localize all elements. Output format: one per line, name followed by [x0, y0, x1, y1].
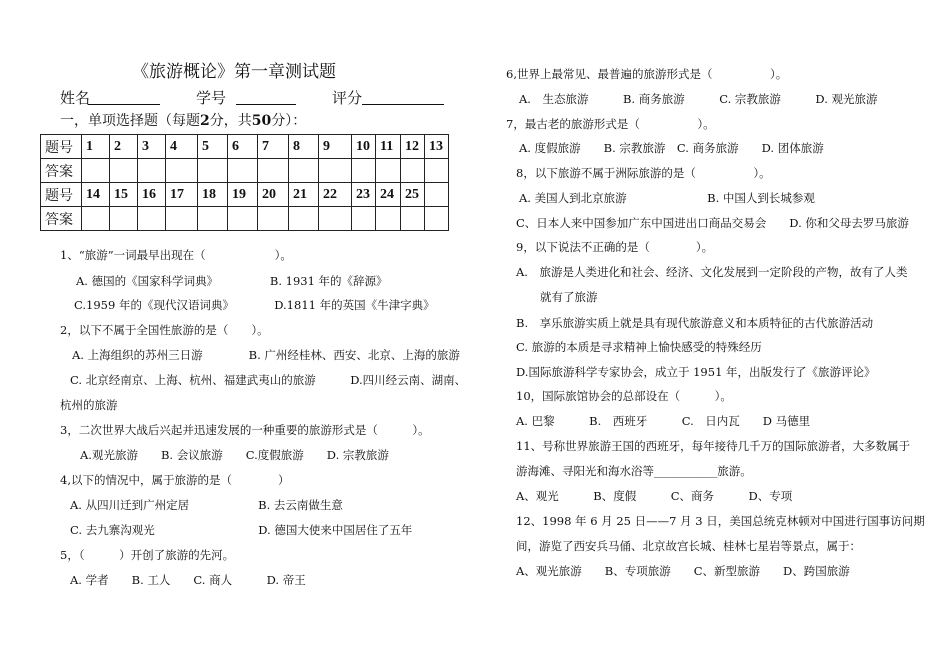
option-line: D.国际旅游科学专家协会，成立于 1951 年，出版发行了《旅游评论》 [516, 365, 876, 379]
question-number-cell: 18 [198, 183, 228, 207]
answer-cell[interactable] [401, 207, 425, 231]
option-line: 就有了旅游 [540, 290, 598, 304]
answer-cell[interactable] [258, 207, 289, 231]
option-line: C、日本人来中国参加广东中国进出口商品交易会 D. 你和父母去罗马旅游 [516, 216, 909, 230]
question-number-cell: 19 [228, 183, 258, 207]
answer-cell[interactable] [319, 159, 352, 183]
option-line: A、观光旅游 B、专项旅游 C、新型旅游 D、跨国旅游 [516, 564, 850, 578]
answer-cell[interactable] [138, 207, 166, 231]
option-line: C. 去九寨沟观光 D. 德国大使来中国居住了五年 [70, 523, 413, 537]
answer-cell[interactable] [198, 207, 228, 231]
answer-cell[interactable] [82, 159, 110, 183]
option-line: A.观光旅游 B. 会议旅游 C.度假旅游 D. 宗教旅游 [80, 448, 389, 462]
section-heading: 一，单项选择题（每题2分，共50分）： [60, 113, 307, 129]
option-line: A. 学者 B. 工人 C. 商人 D. 帝王 [70, 573, 306, 587]
option-line: A. 从四川迁到广州定居 B. 去云南做生意 [70, 498, 343, 512]
question-line: 4,以下的情况中，属于旅游的是（ ） [60, 473, 290, 487]
question-line: 7，最古老的旅游形式是（ ）。 [506, 117, 715, 131]
answer-cell[interactable] [376, 159, 401, 183]
student-id-label: 学号 [196, 89, 227, 107]
option-line: A. 美国人到北京旅游 B. 中国人到长城参观 [519, 191, 815, 205]
row-label-question-number: 题号 [41, 183, 82, 207]
answer-cell[interactable] [425, 207, 449, 231]
question-line: 游海滩、寻阳光和海水浴等___________旅游。 [516, 464, 752, 478]
question-number-cell: 16 [138, 183, 166, 207]
student-id-blank-line [236, 104, 296, 105]
question-number-cell: 6 [228, 135, 258, 159]
question-number-cell: 7 [258, 135, 289, 159]
option-line: A. 度假旅游 B. 宗教旅游 C. 商务旅游 D. 团体旅游 [519, 141, 824, 155]
question-number-row-2 [41, 183, 449, 207]
question-number-cell: 9 [319, 135, 352, 159]
answer-cell[interactable] [138, 159, 166, 183]
question-number-cell: 3 [138, 135, 166, 159]
answer-cell[interactable] [352, 159, 376, 183]
option-line: A. 旅游是人类进化和社会、经济、文化发展到一定阶段的产物，故有了人类 [516, 265, 908, 279]
question-line: 5，（ ）开创了旅游的先河。 [60, 548, 235, 562]
answer-cell[interactable] [319, 207, 352, 231]
question-line: 6,世界上最常见、最普遍的旅游形式是（ ）。 [506, 67, 788, 81]
question-number-cell: 4 [166, 135, 198, 159]
option-line: A. 巴黎 B. 西班牙 C. 日内瓦 D 马德里 [516, 414, 811, 428]
answer-cell[interactable] [110, 207, 138, 231]
answer-cell[interactable] [401, 159, 425, 183]
answer-cell[interactable] [425, 159, 449, 183]
question-number-cell: 23 [352, 183, 376, 207]
answer-cell[interactable] [198, 159, 228, 183]
question-number-cell: 12 [401, 135, 425, 159]
question-number-cell: 20 [258, 183, 289, 207]
question-number-cell: 25 [401, 183, 425, 207]
page-title: 《旅游概论》第一章测试题 [132, 62, 336, 82]
question-number-cell: 15 [110, 183, 138, 207]
option-line: 杭州的旅游 [60, 398, 118, 412]
option-line: A、观光 B、度假 C、商务 D、专项 [516, 489, 793, 503]
question-line: 间，游览了西安兵马俑、北京故宫长城、桂林七星岩等景点，属于： [516, 539, 861, 553]
row-label-answer: 答案 [41, 207, 82, 231]
answer-cell[interactable] [110, 159, 138, 183]
question-number-cell: 5 [198, 135, 228, 159]
option-line: A. 德国的《国家科学词典》 B. 1931 年的《辞源》 [76, 274, 388, 288]
question-number-cell: 14 [82, 183, 110, 207]
question-number-cell: 8 [289, 135, 319, 159]
option-line: A. 上海组织的苏州三日游 B. 广州经桂林、西安、北京、上海的旅游 [72, 348, 460, 362]
row-label-question-number: 题号 [41, 135, 82, 159]
answer-cell[interactable] [289, 159, 319, 183]
question-number-cell: 13 [425, 135, 449, 159]
question-number-cell [425, 183, 449, 207]
question-number-cell: 17 [166, 183, 198, 207]
question-number-cell: 1 [82, 135, 110, 159]
question-number-cell: 2 [110, 135, 138, 159]
option-line: C. 北京经南京、上海、杭州、福建武夷山的旅游 D.四川经云南、湖南、 [70, 373, 467, 387]
answer-cell[interactable] [166, 159, 198, 183]
question-line: 11、号称世界旅游王国的西班牙，每年接待几千万的国际旅游者，大多数属于 [516, 439, 911, 453]
question-line: 1、“旅游”一词最早出现在（ ）。 [60, 248, 292, 262]
score-blank-line [362, 104, 444, 105]
answer-cell[interactable] [376, 207, 401, 231]
answer-cell[interactable] [258, 159, 289, 183]
question-number-cell: 22 [319, 183, 352, 207]
score-label: 评分 [332, 89, 363, 107]
question-line: 12、1998 年 6 月 25 日——7 月 3 日，美国总统克林顿对中国进行国事访问期 [516, 514, 925, 528]
answer-cell[interactable] [289, 207, 319, 231]
answer-cell[interactable] [82, 207, 110, 231]
option-line: C.1959 年的《现代汉语词典》 D.1811 年的英国《牛津字典》 [74, 298, 435, 312]
option-line: C. 旅游的本质是寻求精神上愉快感受的特殊经历 [516, 340, 762, 354]
option-line: B. 享乐旅游实质上就是具有现代旅游意义和本质特征的古代旅游活动 [516, 316, 874, 330]
answer-row-2 [41, 207, 449, 231]
question-line: 8，以下旅游不属于洲际旅游的是（ ）。 [516, 166, 771, 180]
name-label: 姓名 [60, 89, 91, 107]
question-number-cell: 11 [376, 135, 401, 159]
question-line: 2，以下不属于全国性旅游的是（ ）。 [60, 323, 269, 337]
question-number-row-1 [41, 135, 449, 159]
answer-row-1 [41, 159, 449, 183]
question-line: 10，国际旅馆协会的总部设在（ ）。 [516, 389, 732, 403]
question-number-cell: 21 [289, 183, 319, 207]
question-line: 9，以下说法不正确的是（ ）。 [516, 240, 714, 254]
answer-cell[interactable] [166, 207, 198, 231]
question-line: 3，二次世界大战后兴起并迅速发展的一种重要的旅游形式是（ ）。 [60, 423, 430, 437]
option-line: A. 生态旅游 B. 商务旅游 C. 宗教旅游 D. 观光旅游 [519, 92, 878, 106]
answer-cell[interactable] [228, 207, 258, 231]
row-label-answer: 答案 [41, 159, 82, 183]
name-blank-line [88, 104, 160, 105]
answer-cell[interactable] [352, 207, 376, 231]
question-number-cell: 24 [376, 183, 401, 207]
answer-cell[interactable] [228, 159, 258, 183]
answer-table [40, 134, 449, 231]
question-number-cell: 10 [352, 135, 376, 159]
